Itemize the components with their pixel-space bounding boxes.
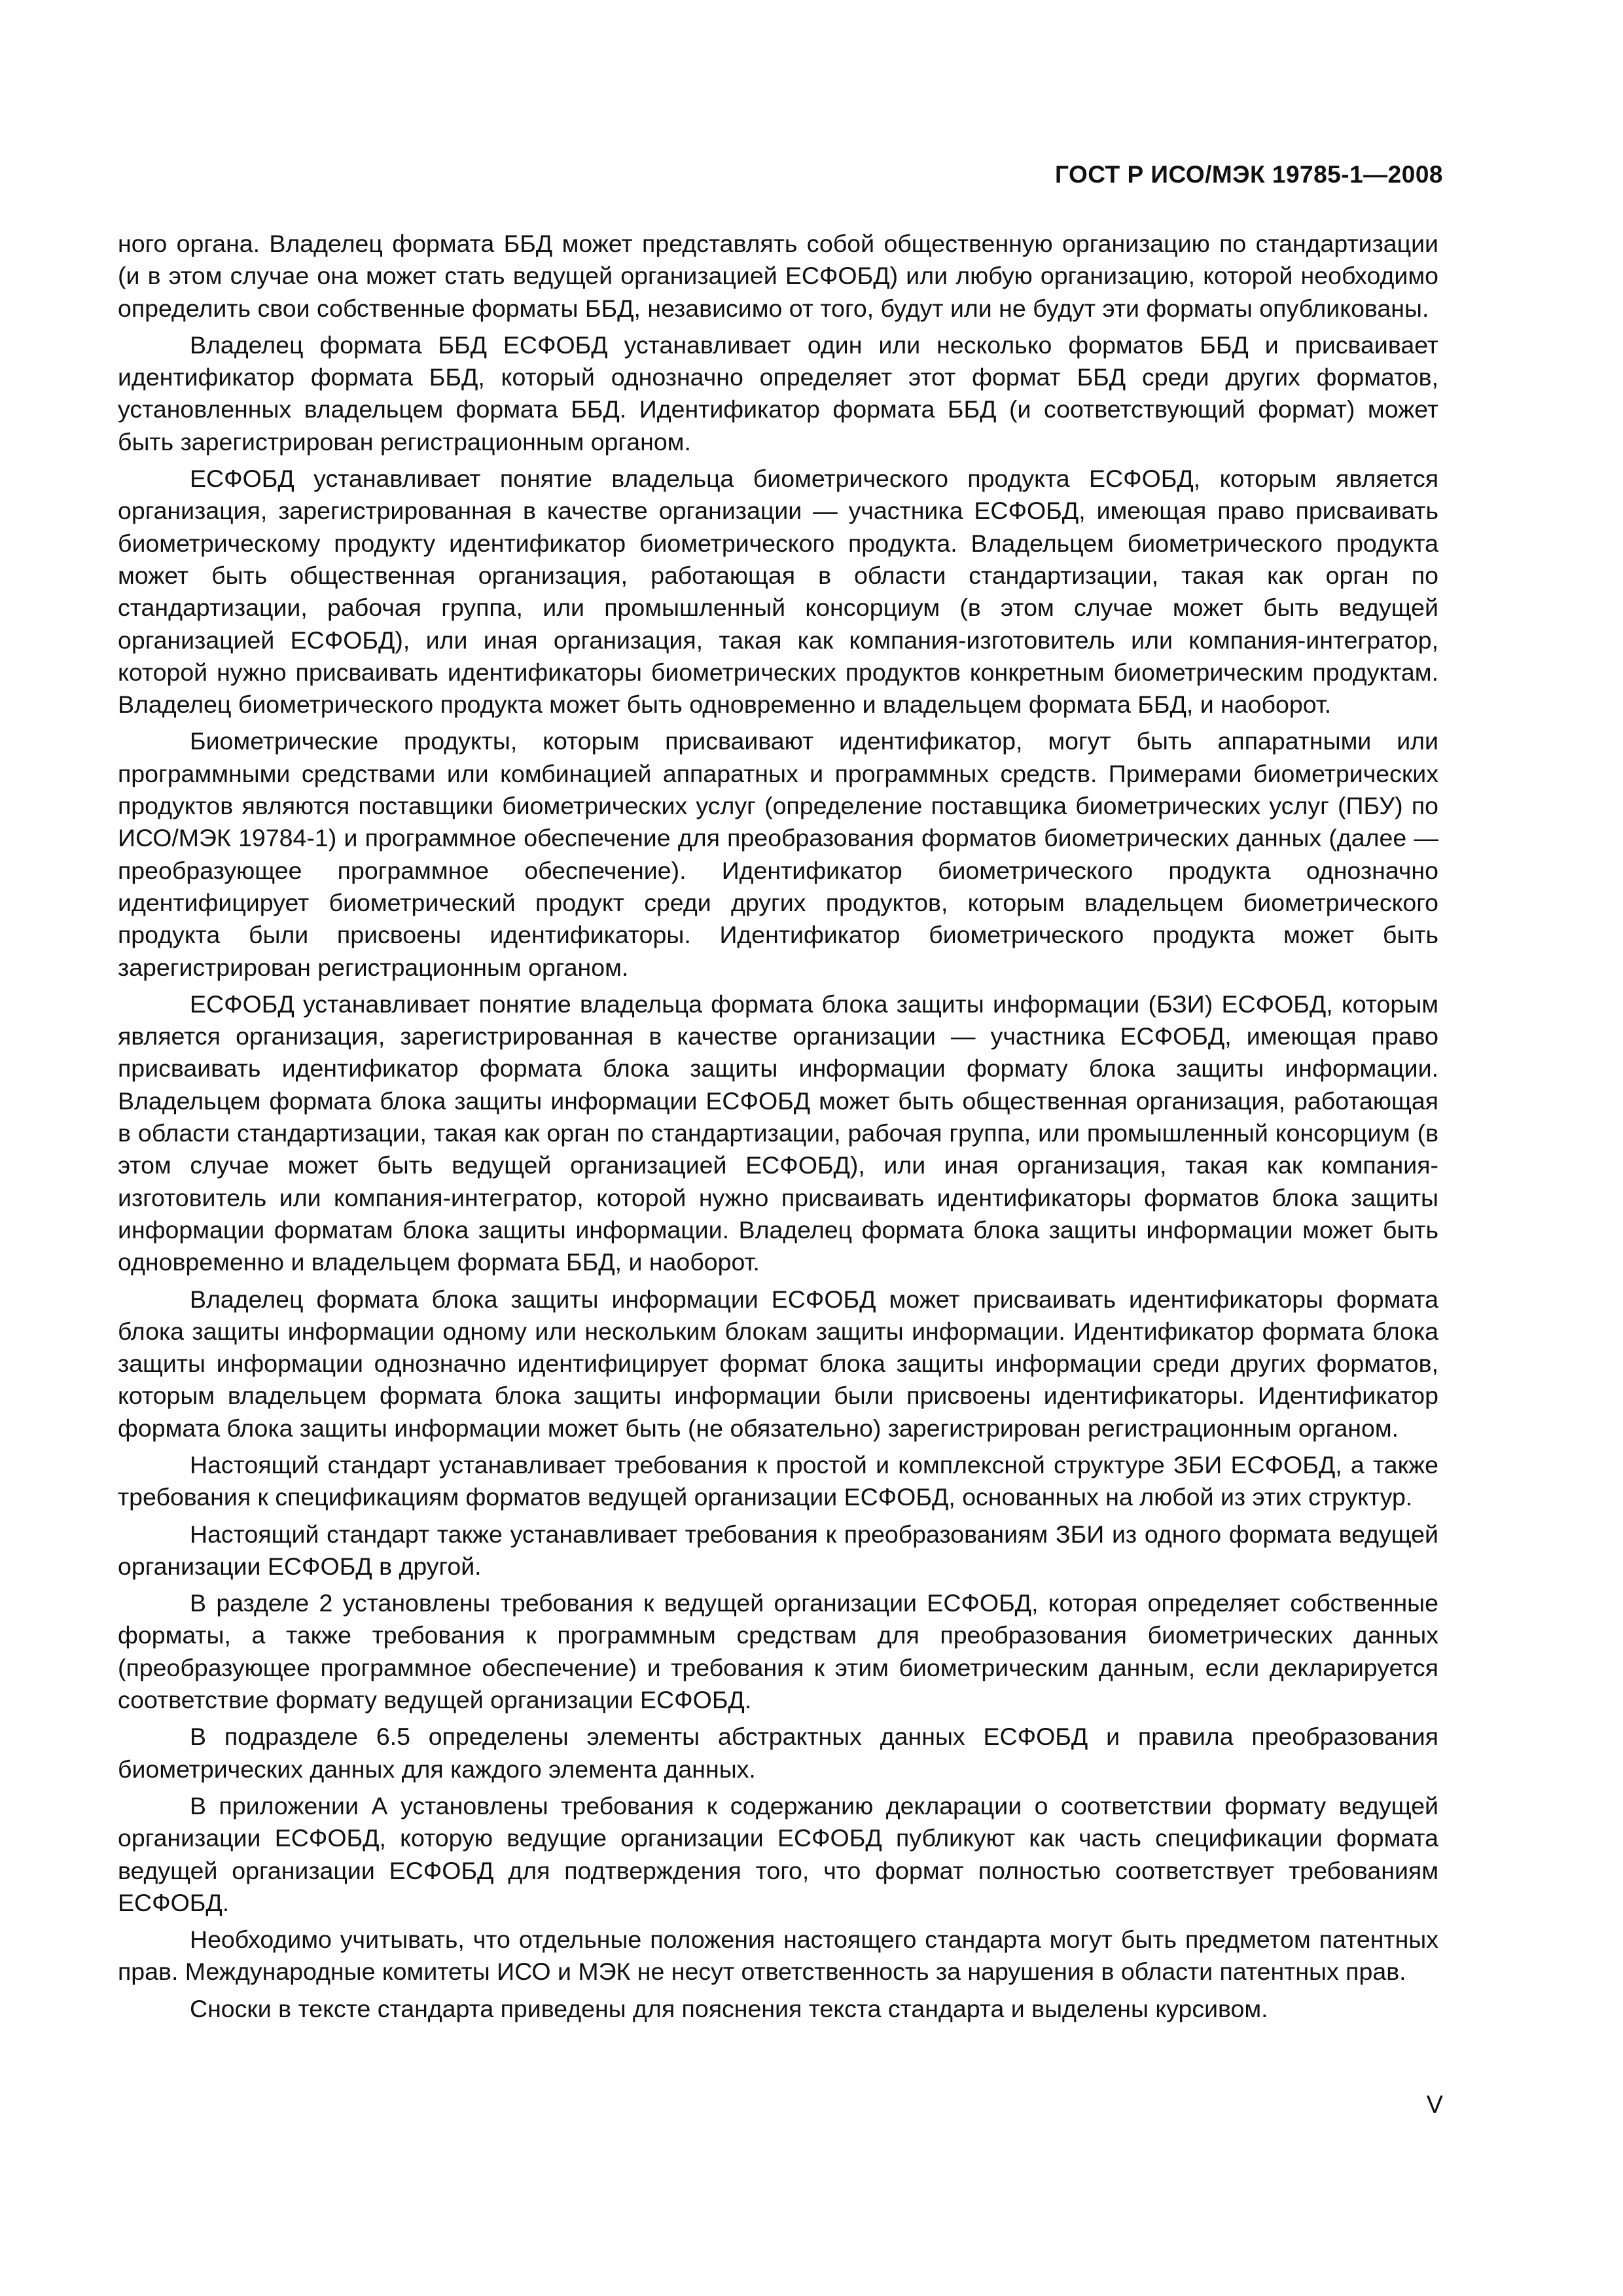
paragraph: ЕСФОБД устанавливает понятие владельца биометрического продукта ЕСФОБД, которым является организация, зарегистрированная в качестве организации — участника ЕСФОБД, имеющая право присваивать биометрическому продукту идентификатор биометрического продукта. Владельцем биометрического продукта может быть общественная организация, работающая в области стандартизации, такая как орган по стандартизации, рабочая группа, или промышленный консорциум (в этом случае может быть ведущей организацией ЕСФОБД), или иная организация, такая как компания-изготовитель или компания-интегратор, которой нужно присваивать идентификаторы биометрических продуктов конкретным биометрическим продуктам. Владелец биометрического продукта может быть одновременно и владельцем формата ББД, и наоборот. bbox=[118, 465, 1438, 719]
paragraph: В приложении А установлены требования к содержанию декларации о соответствии формату ведущей организации ЕСФОБД, которую ведущие организации ЕСФОБД публикуют как часть спецификации формата ведущей организации ЕСФОБД для подтверждения того, что формат полностью соответствует требованиям ЕСФОБД. bbox=[118, 1791, 1438, 1916]
paragraph: Настоящий стандарт также устанавливает требования к преобразованиям ЗБИ из одного формата ведущей организации ЕСФОБД в другой. bbox=[118, 1520, 1438, 1580]
document-body bbox=[118, 228, 1438, 2030]
paragraph: Необходимо учитывать, что отдельные положения настоящего стандарта могут быть предметом патентных прав. Международные комитеты ИСО и МЭК не несут ответственность за нарушения в области патентных прав. bbox=[118, 1926, 1438, 1986]
paragraph: Биометрические продукты, которым присваивают идентификатор, могут быть аппаратными или программными средствами или комбинацией аппаратных и программных средств. Примерами биометрических продуктов являются поставщики биометрических услуг (определение поставщика биометрических услуг (ПБУ) по ИСО/МЭК 19784-1) и программное обеспечение для преобразования форматов биометрических данных (далее — преобразующее программное обеспечение). Идентификатор биометрического продукта однозначно идентифицирует биометрический продукт среди других продуктов, которым владельцем биометрического продукта были присвоены идентификаторы. Идентификатор биометрического продукта может быть зарегистрирован регистрационным органом. bbox=[118, 727, 1438, 981]
paragraph-continuation: ного органа. Владелец формата ББД может представлять собой общественную организацию по стандартизации (и в этом случае она может стать ведущей организацией ЕСФОБД) или любую организацию, которой необходимо определить свои собственные форматы ББД, независимо от того, будут или не будут эти форматы опубликованы. bbox=[118, 230, 1438, 322]
standard-id-header: ГОСТ Р ИСО/МЭК 19785-1—2008 bbox=[1055, 161, 1443, 188]
paragraph: Сноски в тексте стандарта приведены для пояснения текста стандарта и выделены курсивом. bbox=[190, 1994, 1268, 2022]
paragraph: ЕСФОБД устанавливает понятие владельца формата блока защиты информации (БЗИ) ЕСФОБД, которым является организация, зарегистрированная в качестве организации — участника ЕСФОБД, имеющая право присваивать идентификатор формата блока защиты информации формату блока защиты информации. Владельцем формата блока защиты информации ЕСФОБД может быть общественная организация, работающая в области стандартизации, такая как орган по стандартизации, рабочая группа, или промышленный консорциум (в этом случае может быть ведущей организацией ЕСФОБД), или иная организация, такая как компания-изготовитель или компания-интегратор, которой нужно присваивать идентификаторы форматов блока защиты информации форматам блока защиты информации. Владелец формата блока защиты информации может быть одновременно и владельцем формата ББД, и наоборот. bbox=[118, 990, 1438, 1276]
paragraph: В подразделе 6.5 определены элементы абстрактных данных ЕСФОБД и правила преобразования биометрических данных для каждого элемента данных. bbox=[118, 1723, 1438, 1783]
page-number: V bbox=[1426, 2091, 1443, 2119]
paragraph: Владелец формата ББД ЕСФОБД устанавливает один или несколько форматов ББД и присваивает идентификатор формата ББД, который однозначно определяет этот формат ББД среди других форматов, установленных владельцем формата ББД. Идентификатор формата ББД (и соответствующий формат) может быть зарегистрирован регистрационным органом. bbox=[118, 331, 1438, 456]
paragraph: Владелец формата блока защиты информации ЕСФОБД может присваивать идентификаторы формата блока защиты информации одному или нескольким блокам защиты информации. Идентификатор формата блока защиты информации однозначно идентифицирует формат блока защиты информации среди других форматов, которым владельцем формата блока защиты информации были присвоены идентификаторы. Идентификатор формата блока защиты информации может быть (не обязательно) зарегистрирован регистрационным органом. bbox=[118, 1285, 1438, 1442]
paragraph: В разделе 2 установлены требования к ведущей организации ЕСФОБД, которая определяет собственные форматы, а также требования к программным средствам для преобразования биометрических данных (преобразующее программное обеспечение) и требования к этим биометрическим данным, если декларируется соответствие формату ведущей организации ЕСФОБД. bbox=[118, 1589, 1438, 1714]
paragraph: Настоящий стандарт устанавливает требования к простой и комплексной структуре ЗБИ ЕСФОБД, а также требования к спецификациям форматов ведущей организации ЕСФОБД, основанных на любой из этих структур. bbox=[118, 1450, 1438, 1511]
